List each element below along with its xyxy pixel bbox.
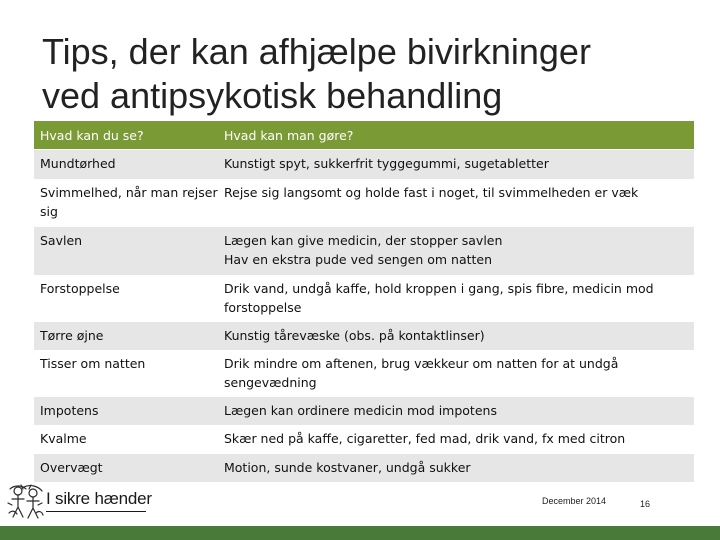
- table-row: [34, 454, 694, 482]
- symptom-cell: Impotens: [40, 403, 99, 418]
- symptom-cell: Forstoppelse: [40, 281, 120, 296]
- column-header-advice: Hvad kan man gøre?: [224, 127, 354, 143]
- symptom-cell: Tørre øjne: [40, 328, 104, 343]
- table-row: [34, 150, 694, 179]
- symptom-cell: Tisser om natten: [40, 356, 146, 371]
- table-row: [34, 397, 694, 425]
- advice-cell: Kunstigt spyt, sukkerfrit tyggegummi, sugetabletter: [224, 156, 549, 171]
- scribbled-figure-icon: [6, 483, 46, 521]
- table-row: [34, 350, 694, 397]
- title-line-2: ved antipsykotisk behandling: [42, 75, 503, 116]
- logo-text: I sikre hænder: [46, 489, 152, 508]
- advice-cell: Motion, sunde kostvaner, undgå sukker: [224, 460, 471, 475]
- table-row: [34, 227, 694, 275]
- symptom-cell: Savlen: [40, 233, 83, 248]
- title-line-1: Tips, der kan afhjælpe bivirkninger: [42, 31, 591, 72]
- table-row: [34, 425, 694, 454]
- advice-cell: Drik mindre om aftenen, brug vækkeur om natten for at undgå sengevædning: [224, 356, 619, 390]
- symptom-cell: Kvalme: [40, 431, 87, 446]
- footer-band: [0, 526, 720, 540]
- footer-date: December 2014: [542, 496, 607, 506]
- advice-cell: Kunstig tårevæske (obs. på kontaktlinser): [224, 328, 485, 343]
- advice-cell: Lægen kan ordinere medicin mod impotens: [224, 403, 497, 418]
- table-row: [34, 179, 694, 227]
- column-header-symptom: Hvad kan du se?: [40, 127, 144, 143]
- advice-cell: Rejse sig langsomt og holde fast i noget, til svimmelheden er væk: [224, 185, 639, 200]
- table-header-row: [34, 121, 694, 150]
- slide-title: [42, 30, 702, 118]
- advice-cell: Skær ned på kaffe, cigaretter, fed mad, drik vand, fx med citron: [224, 431, 626, 446]
- side-effects-table: [34, 121, 694, 482]
- symptom-cell: Svimmelhed, når man rejser sig: [40, 185, 218, 219]
- logo-underline: [46, 511, 146, 512]
- symptom-cell: Overvægt: [40, 460, 103, 475]
- table-row: [34, 322, 694, 350]
- advice-cell: Lægen kan give medicin, der stopper savlen Hav en ekstra pude ved sengen om natten: [224, 233, 503, 267]
- advice-cell: Drik vand, undgå kaffe, hold kroppen i gang, spis fibre, medicin mod forstoppelse: [224, 281, 654, 315]
- table-row: [34, 275, 694, 322]
- page-number: 16: [640, 499, 651, 509]
- symptom-cell: Mundtørhed: [40, 156, 116, 171]
